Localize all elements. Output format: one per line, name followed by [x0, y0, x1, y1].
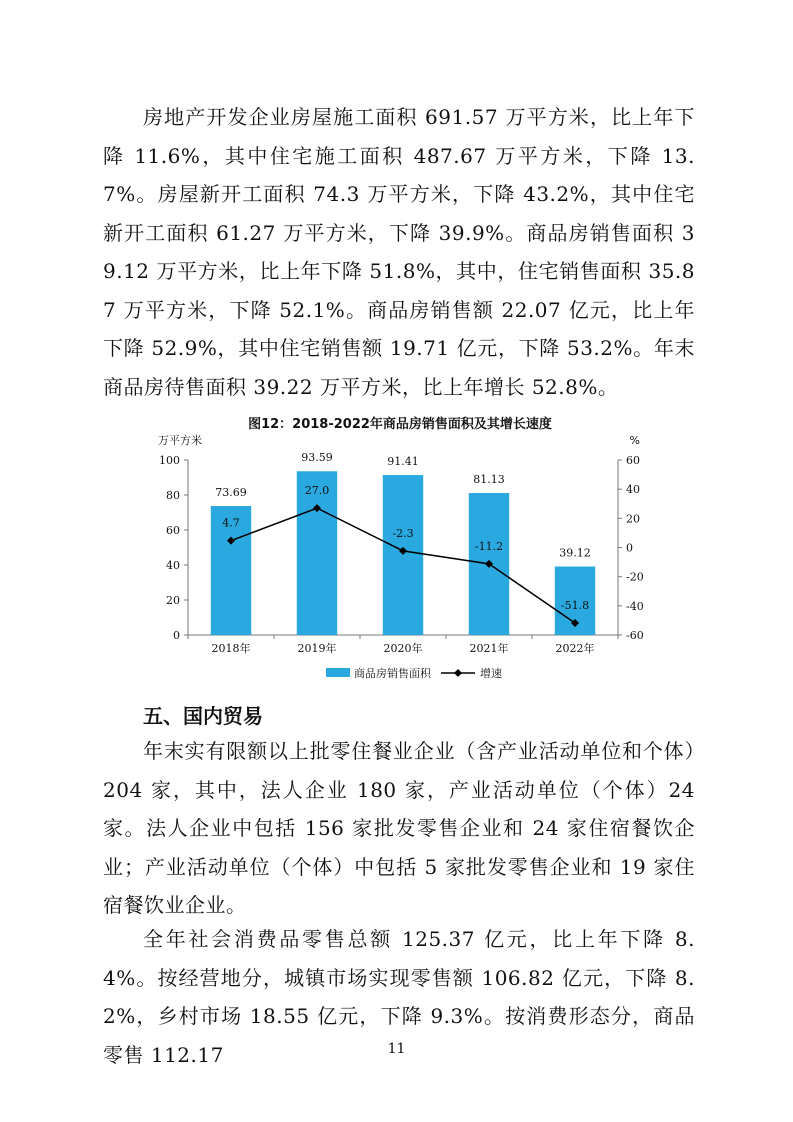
- right-tick-label: 0: [626, 541, 633, 555]
- x-tick-label: 2021年: [469, 642, 509, 655]
- left-tick-label: 0: [173, 629, 180, 642]
- left-tick-label: 40: [166, 559, 180, 572]
- x-tick-label: 2022年: [555, 642, 595, 655]
- left-tick-label: 100: [159, 454, 180, 467]
- growth-value-label: -2.3: [392, 526, 414, 540]
- growth-value-label: 27.0: [304, 484, 330, 498]
- right-tick-label: 40: [626, 483, 640, 497]
- paragraph-retail-sales: 全年社会消费品零售总额 125.37 亿元，比上年下降 8.4%。按经营地分，城镇市场实现零售额 106.82 亿元，下降 8.2%，乡村市场 18.55 亿元，下降 9.3%。按消费形态分，商品零售 112.17: [103, 927, 695, 1067]
- right-tick-label: -40: [626, 599, 644, 613]
- sales-area-chart: [140, 408, 660, 688]
- bar-value-label: 81.13: [473, 473, 505, 487]
- right-tick-label: 20: [626, 512, 640, 526]
- x-tick-label: 2018年: [211, 642, 251, 655]
- x-tick-label: 2020年: [383, 642, 423, 655]
- bar-value-label: 73.69: [215, 486, 247, 500]
- left-axis-label: 万平方米: [158, 434, 202, 447]
- legend-line-label: 增速: [480, 667, 502, 680]
- left-tick-label: 80: [166, 489, 180, 502]
- chart-title: 图12：2018-2022年商品房销售面积及其增长速度: [248, 417, 552, 432]
- growth-value-label: -51.8: [560, 599, 590, 613]
- left-tick-label: 20: [166, 594, 180, 607]
- right-axis-label: %: [629, 434, 640, 447]
- legend-line-marker: [454, 669, 462, 677]
- paragraph-real-estate: 房地产开发企业房屋施工面积 691.57 万平方米，比上年下降 11.6%，其中住宅施工面积 487.67 万平方米，下降 13.7%。房屋新开工面积 74.3 万平方米，下降 43.2%，其中住宅新开工面积 61.27 万平方米，下降 39.9%。商品房销售面积 39.12 万平方米，比上年下降 51.8%，其中，住宅销售面积 35.87 万平方米，下降 52.1%。商品房销售额 22.07 亿元，比上年下降 52.9%，其中住宅销售额 19.71 亿元，下降 53.2%。年末商品房待售面积 39.22 万平方米，比上年增长 52.8%。: [103, 105, 695, 399]
- growth-value-label: -11.2: [474, 539, 504, 553]
- legend-bar-swatch: [326, 668, 350, 677]
- right-tick-label: 60: [626, 454, 640, 467]
- page-number: 11: [387, 1041, 406, 1057]
- bar-value-label: 91.41: [387, 455, 419, 469]
- chart-svg: [140, 408, 660, 688]
- bar-sales-area: [383, 475, 423, 635]
- section-heading: 五、国内贸易: [143, 704, 263, 728]
- left-tick-label: 60: [166, 524, 180, 537]
- paragraph-trade-enterprises: 年末实有限额以上批零住餐业企业（含产业活动单位和个体）204 家，其中，法人企业 180 家，产业活动单位（个体）24 家。法人企业中包括 156 家批发零售企业和 24 家住宿餐饮企业；产业活动单位（个体）中包括 5 家批发零售企业和 19 家住宿餐饮业企业。: [103, 739, 695, 917]
- right-tick-label: -20: [626, 570, 644, 584]
- bar-value-label: 93.59: [301, 451, 333, 465]
- x-tick-label: 2019年: [297, 642, 337, 655]
- growth-value-label: 4.7: [222, 516, 240, 530]
- right-tick-label: -60: [626, 629, 644, 642]
- bar-value-label: 39.12: [559, 546, 591, 560]
- legend-bar-label: 商品房销售面积: [354, 667, 431, 680]
